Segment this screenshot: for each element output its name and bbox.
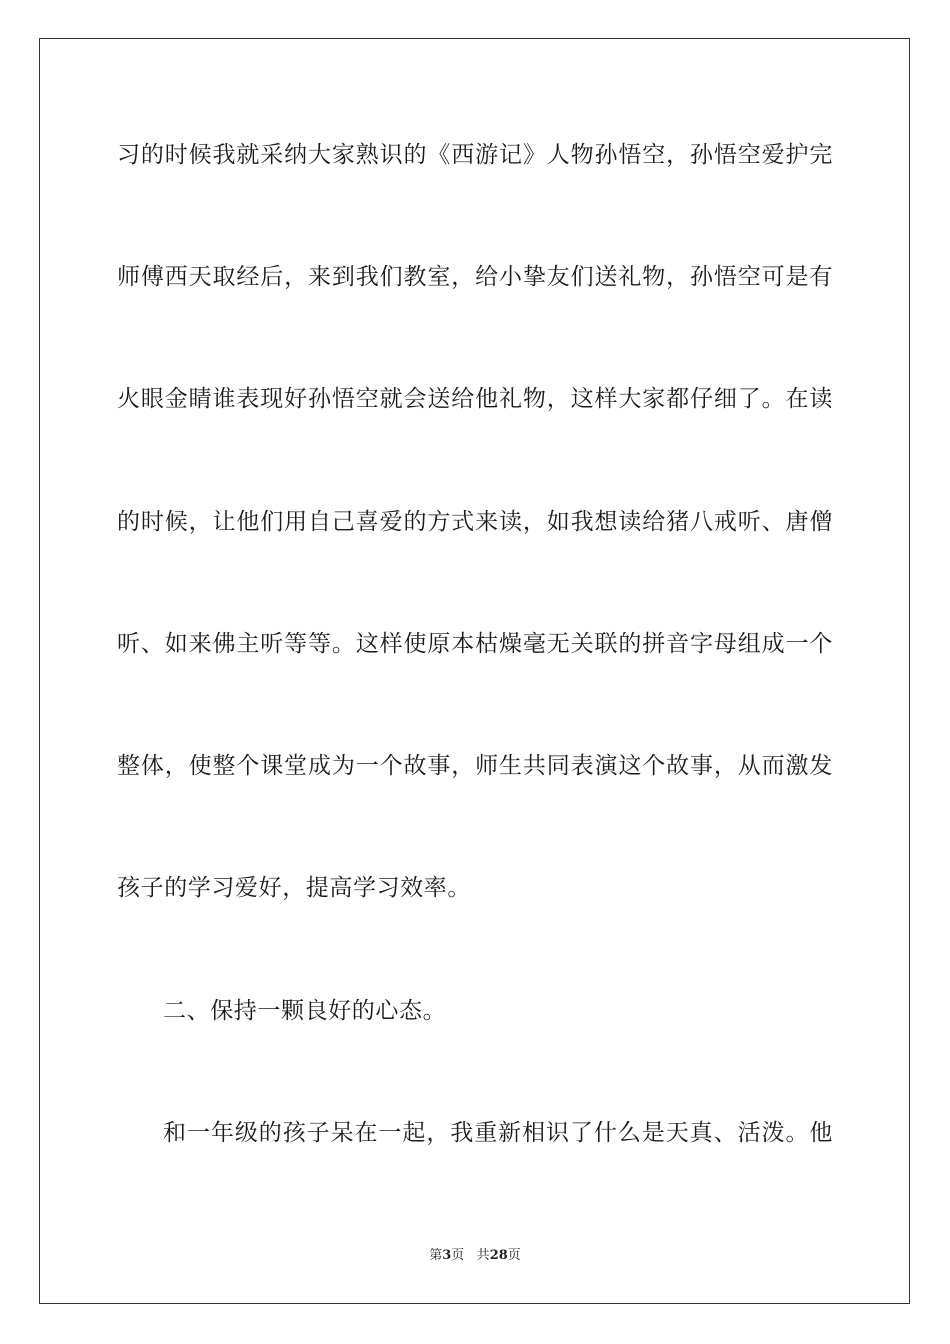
page-footer (0, 1247, 950, 1265)
body-line-4: 的时候，让他们用自己喜爱的方式来读，如我想读给猪八戒听、唐僧 (117, 509, 833, 535)
total-prefix: 共 (476, 1248, 490, 1263)
body-line-3: 火眼金睛谁表现好孙悟空就会送给他礼物，这样大家都仔细了。在读 (117, 386, 833, 412)
body-line-7: 孩子的学习爱好，提高学习效率。 (117, 875, 471, 901)
total-suffix: 页 (507, 1248, 521, 1263)
body-line-5: 听、如来佛主听等等。这样使原本枯燥毫无关联的拼音字母组成一个 (117, 631, 833, 657)
body-line-6: 整体，使整个课堂成为一个故事，师生共同表演这个故事，从而激发 (117, 753, 833, 779)
page-number: 3 (442, 1248, 452, 1263)
page-suffix: 页 (451, 1248, 465, 1263)
body-line-2: 师傅西天取经后，来到我们教室，给小挚友们送礼物，孙悟空可是有 (117, 264, 833, 290)
paragraph-first-line: 和一年级的孩子呆在一起，我重新相识了什么是天真、活泼。他 (163, 1120, 833, 1146)
body-line-1: 习的时候我就采纳大家熟识的《西游记》人物孙悟空，孙悟空爱护完 (117, 142, 833, 168)
page-prefix: 第 (429, 1248, 443, 1263)
total-pages: 28 (489, 1248, 508, 1263)
page-border (39, 38, 910, 1304)
section-heading: 二、保持一颗良好的心态。 (163, 998, 447, 1024)
